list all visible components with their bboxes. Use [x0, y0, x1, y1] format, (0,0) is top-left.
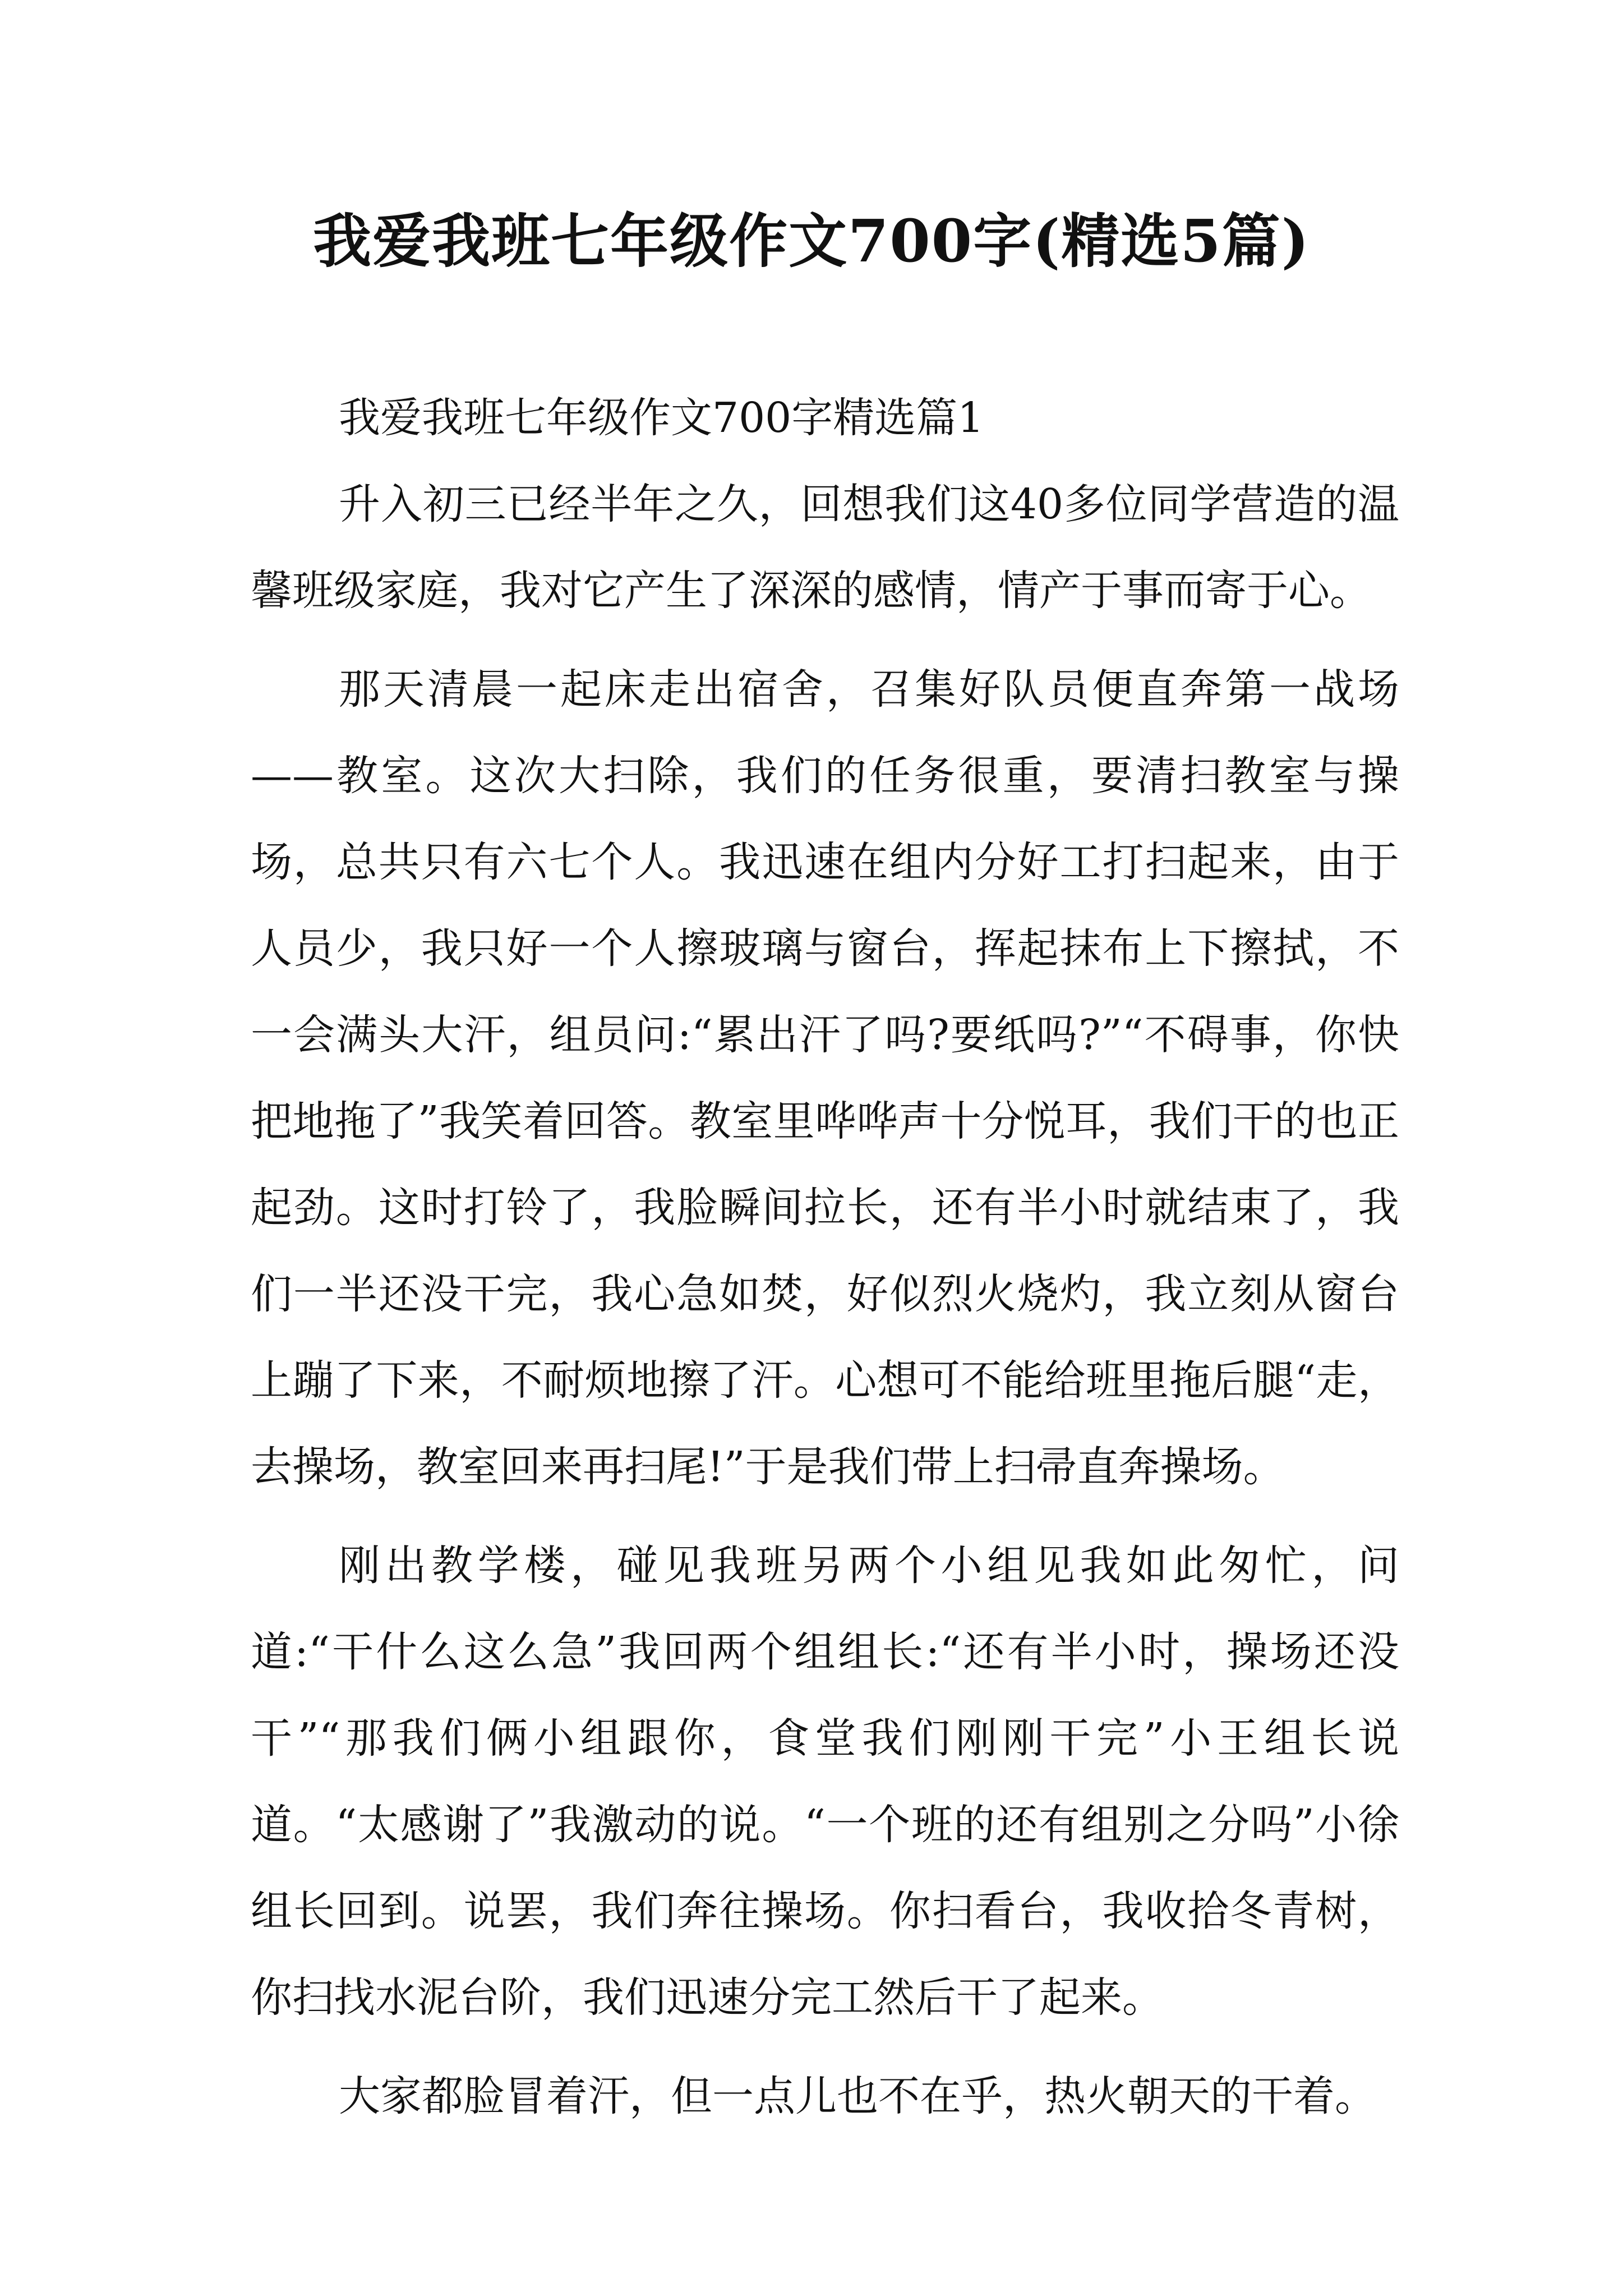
section-heading: 我爱我班七年级作文700字精选篇1: [339, 394, 984, 442]
paragraph-3: 刚出教学楼，碰见我班另两个小组见我如此匆忙，问道:“干什么这么急”我回两个组组长:“还有半小时，操场还没干”“那我们俩小组跟你，食堂我们刚刚干完”小王组长说道。“太感谢了”我激动的说。“一个班的还有组别之分吗”小徐组长回到。说罢，我们奔往操场。你扫看台，我收拾冬青树，你扫找水泥台阶，我们迅速分完工然后干了起来。: [251, 1542, 1399, 2022]
paragraph-1: 升入初三已经半年之久，回想我们这40多位同学营造的温馨班级家庭，我对它产生了深深的感情，情产于事而寄于心。: [251, 480, 1399, 615]
document-title: 我爱我班七年级作文700字(精选5篇): [313, 206, 1310, 275]
paragraph-2: 那天清晨一起床走出宿舍，召集好队员便直奔第一战场——教室。这次大扫除，我们的任务很重，要清扫教室与操场，总共只有六七个人。我迅速在组内分好工打扫起来，由于人员少，我只好一个人擦玻璃与窗台，挥起抹布上下擦拭，不一会满头大汗，组员问:“累出汗了吗?要纸吗?”“不碍事，你快把地拖了”我笑着回答。教室里哗哗声十分悦耳，我们干的也正起劲。这时打铃了，我脸瞬间拉长，还有半小时就结束了，我们一半还没干完，我心急如焚，好似烈火烧灼，我立刻从窗台上蹦了下来，不耐烦地擦了汗。心想可不能给班里拖后腿“走，去操场，教室回来再扫尾!”于是我们带上扫帚直奔操场。: [251, 665, 1399, 1491]
document-body: [251, 375, 1399, 2139]
paragraph-4: 大家都脸冒着汗，但一点儿也不在乎，热火朝天的干着。: [339, 2072, 1376, 2120]
